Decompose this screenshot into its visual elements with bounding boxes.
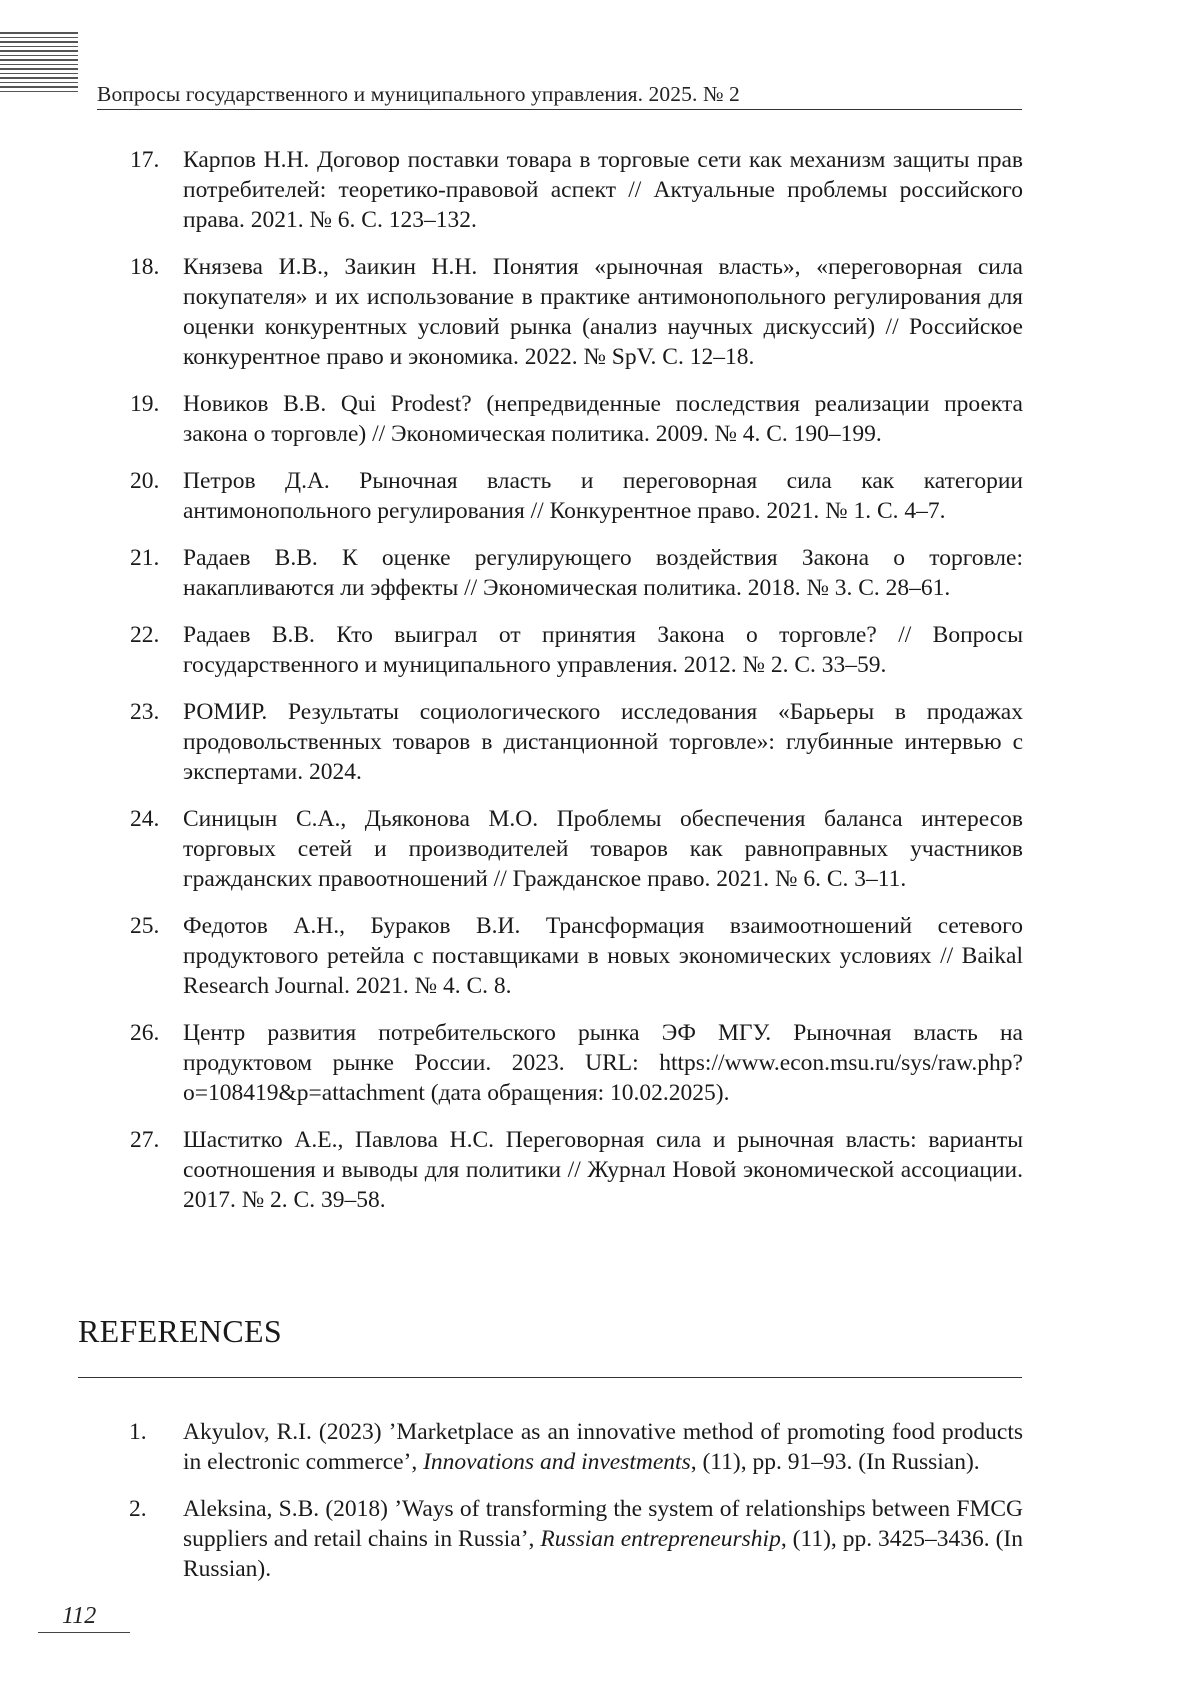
header-stripes-ornament xyxy=(0,32,78,95)
item-number: 21. xyxy=(130,545,160,571)
item-number: 1. xyxy=(129,1419,147,1445)
item-number: 26. xyxy=(130,1020,160,1046)
item-text-lead: Akyulov, R.I. (2023) ’Marketplace as an innovative method of promoting food products in electronic commerce’, xyxy=(183,1419,1023,1475)
page-number-rule xyxy=(38,1632,130,1633)
journal-title: Russian entrepreneurship xyxy=(540,1526,781,1552)
item-number: 23. xyxy=(130,699,160,725)
item-text: Федотов А.Н., Бураков В.И. Трансформация взаимоотношений сетевого продуктового ретейла с поставщиками в новых экономических условиях // Baikal Research Journal. 2021. № 4. С. 8. xyxy=(183,913,1023,999)
reference-item xyxy=(0,1417,1200,1477)
bibliography-item xyxy=(0,620,1200,680)
references-rule xyxy=(78,1377,1022,1378)
item-text-tail: , (11), pp. 91–93. (In Russian). xyxy=(690,1449,980,1475)
bibliography-item xyxy=(0,145,1200,235)
bibliography-item xyxy=(0,1125,1200,1215)
item-text-tail: , (11), pp. 3425–3436. (In Russian). xyxy=(183,1526,1024,1582)
item-text xyxy=(183,1417,1023,1477)
item-text: Князева И.В., Заикин Н.Н. Понятия «рыночная власть», «переговорная сила покупателя» и их использование в практике антимонопольного регулирования для оценки конкурентных условий рынка (анализ научных дискуссий) // Российское конкурентное право и экономика. 2022. № SpV. С. 12–18. xyxy=(183,254,1023,370)
bibliography-list xyxy=(0,145,1200,1232)
item-number: 18. xyxy=(130,254,160,280)
references-list xyxy=(0,1417,1200,1601)
page-number: 112 xyxy=(62,1603,97,1629)
item-text: Карпов Н.Н. Договор поставки товара в торговые сети как механизм защиты прав потребителей: теоретико-правовой аспект // Актуальные проблемы российского права. 2021. № 6. С. 123–132. xyxy=(183,147,1023,233)
bibliography-item xyxy=(0,466,1200,526)
reference-item xyxy=(0,1494,1200,1584)
item-text: Радаев В.В. К оценке регулирующего воздействия Закона о торговле: накапливаются ли эффекты // Экономическая политика. 2018. № 3. С. 28–61. xyxy=(183,545,1023,601)
header-rule xyxy=(97,109,1022,110)
item-number: 27. xyxy=(130,1127,160,1153)
bibliography-item xyxy=(0,252,1200,372)
item-number: 2. xyxy=(129,1496,147,1522)
item-number: 20. xyxy=(130,468,160,494)
item-text: Центр развития потребительского рынка ЭФ МГУ. Рыночная власть на продуктовом рынке России. 2023. URL: https://www.econ.msu.ru/sys/raw.php?o=108419&p=attachment (дата обращения: 10.02.2025). xyxy=(183,1020,1023,1106)
item-text: РОМИР. Результаты социологического исследования «Барьеры в продажах продовольственных товаров в дистанционной торговле»: глубинные интервью с экспертами. 2024. xyxy=(183,699,1023,785)
bibliography-item xyxy=(0,1018,1200,1108)
bibliography-item xyxy=(0,697,1200,787)
bibliography-item xyxy=(0,389,1200,449)
item-text-lead: Aleksina, S.B. (2018) ’Ways of transforming the system of relationships between FMCG suppliers and retail chains in Russia’, xyxy=(183,1496,1023,1552)
item-number: 24. xyxy=(130,806,160,832)
bibliography-item xyxy=(0,911,1200,1001)
item-text: Радаев В.В. Кто выиграл от принятия Закона о торговле? // Вопросы государственного и муниципального управления. 2012. № 2. С. 33–59. xyxy=(183,622,1023,678)
item-text: Новиков В.В. Qui Prodest? (непредвиденные последствия реализации проекта закона о торговле) // Экономическая политика. 2009. № 4. С. 190–199. xyxy=(183,391,1023,447)
item-number: 25. xyxy=(130,913,160,939)
bibliography-item xyxy=(0,804,1200,894)
running-head: Вопросы государственного и муниципального управления. 2025. № 2 xyxy=(97,82,740,106)
item-number: 17. xyxy=(130,147,160,173)
item-number: 22. xyxy=(130,622,160,648)
item-text: Петров Д.А. Рыночная власть и переговорная сила как категории антимонопольного регулирования // Конкурентное право. 2021. № 1. С. 4–7. xyxy=(183,468,1023,524)
item-number: 19. xyxy=(130,391,160,417)
item-text xyxy=(183,1494,1023,1584)
item-text: Синицын С.А., Дьяконова М.О. Проблемы обеспечения баланса интересов торговых сетей и производителей товаров как равноправных участников гражданских правоотношений // Гражданское право. 2021. № 6. С. 3–11. xyxy=(183,806,1023,892)
bibliography-item xyxy=(0,543,1200,603)
references-heading: REFERENCES xyxy=(78,1313,282,1349)
journal-title: Innovations and investments xyxy=(423,1449,691,1475)
item-text: Шаститко А.Е., Павлова Н.С. Переговорная сила и рыночная власть: варианты соотношения и выводы для политики // Журнал Новой экономической ассоциации. 2017. № 2. С. 39–58. xyxy=(183,1127,1023,1213)
